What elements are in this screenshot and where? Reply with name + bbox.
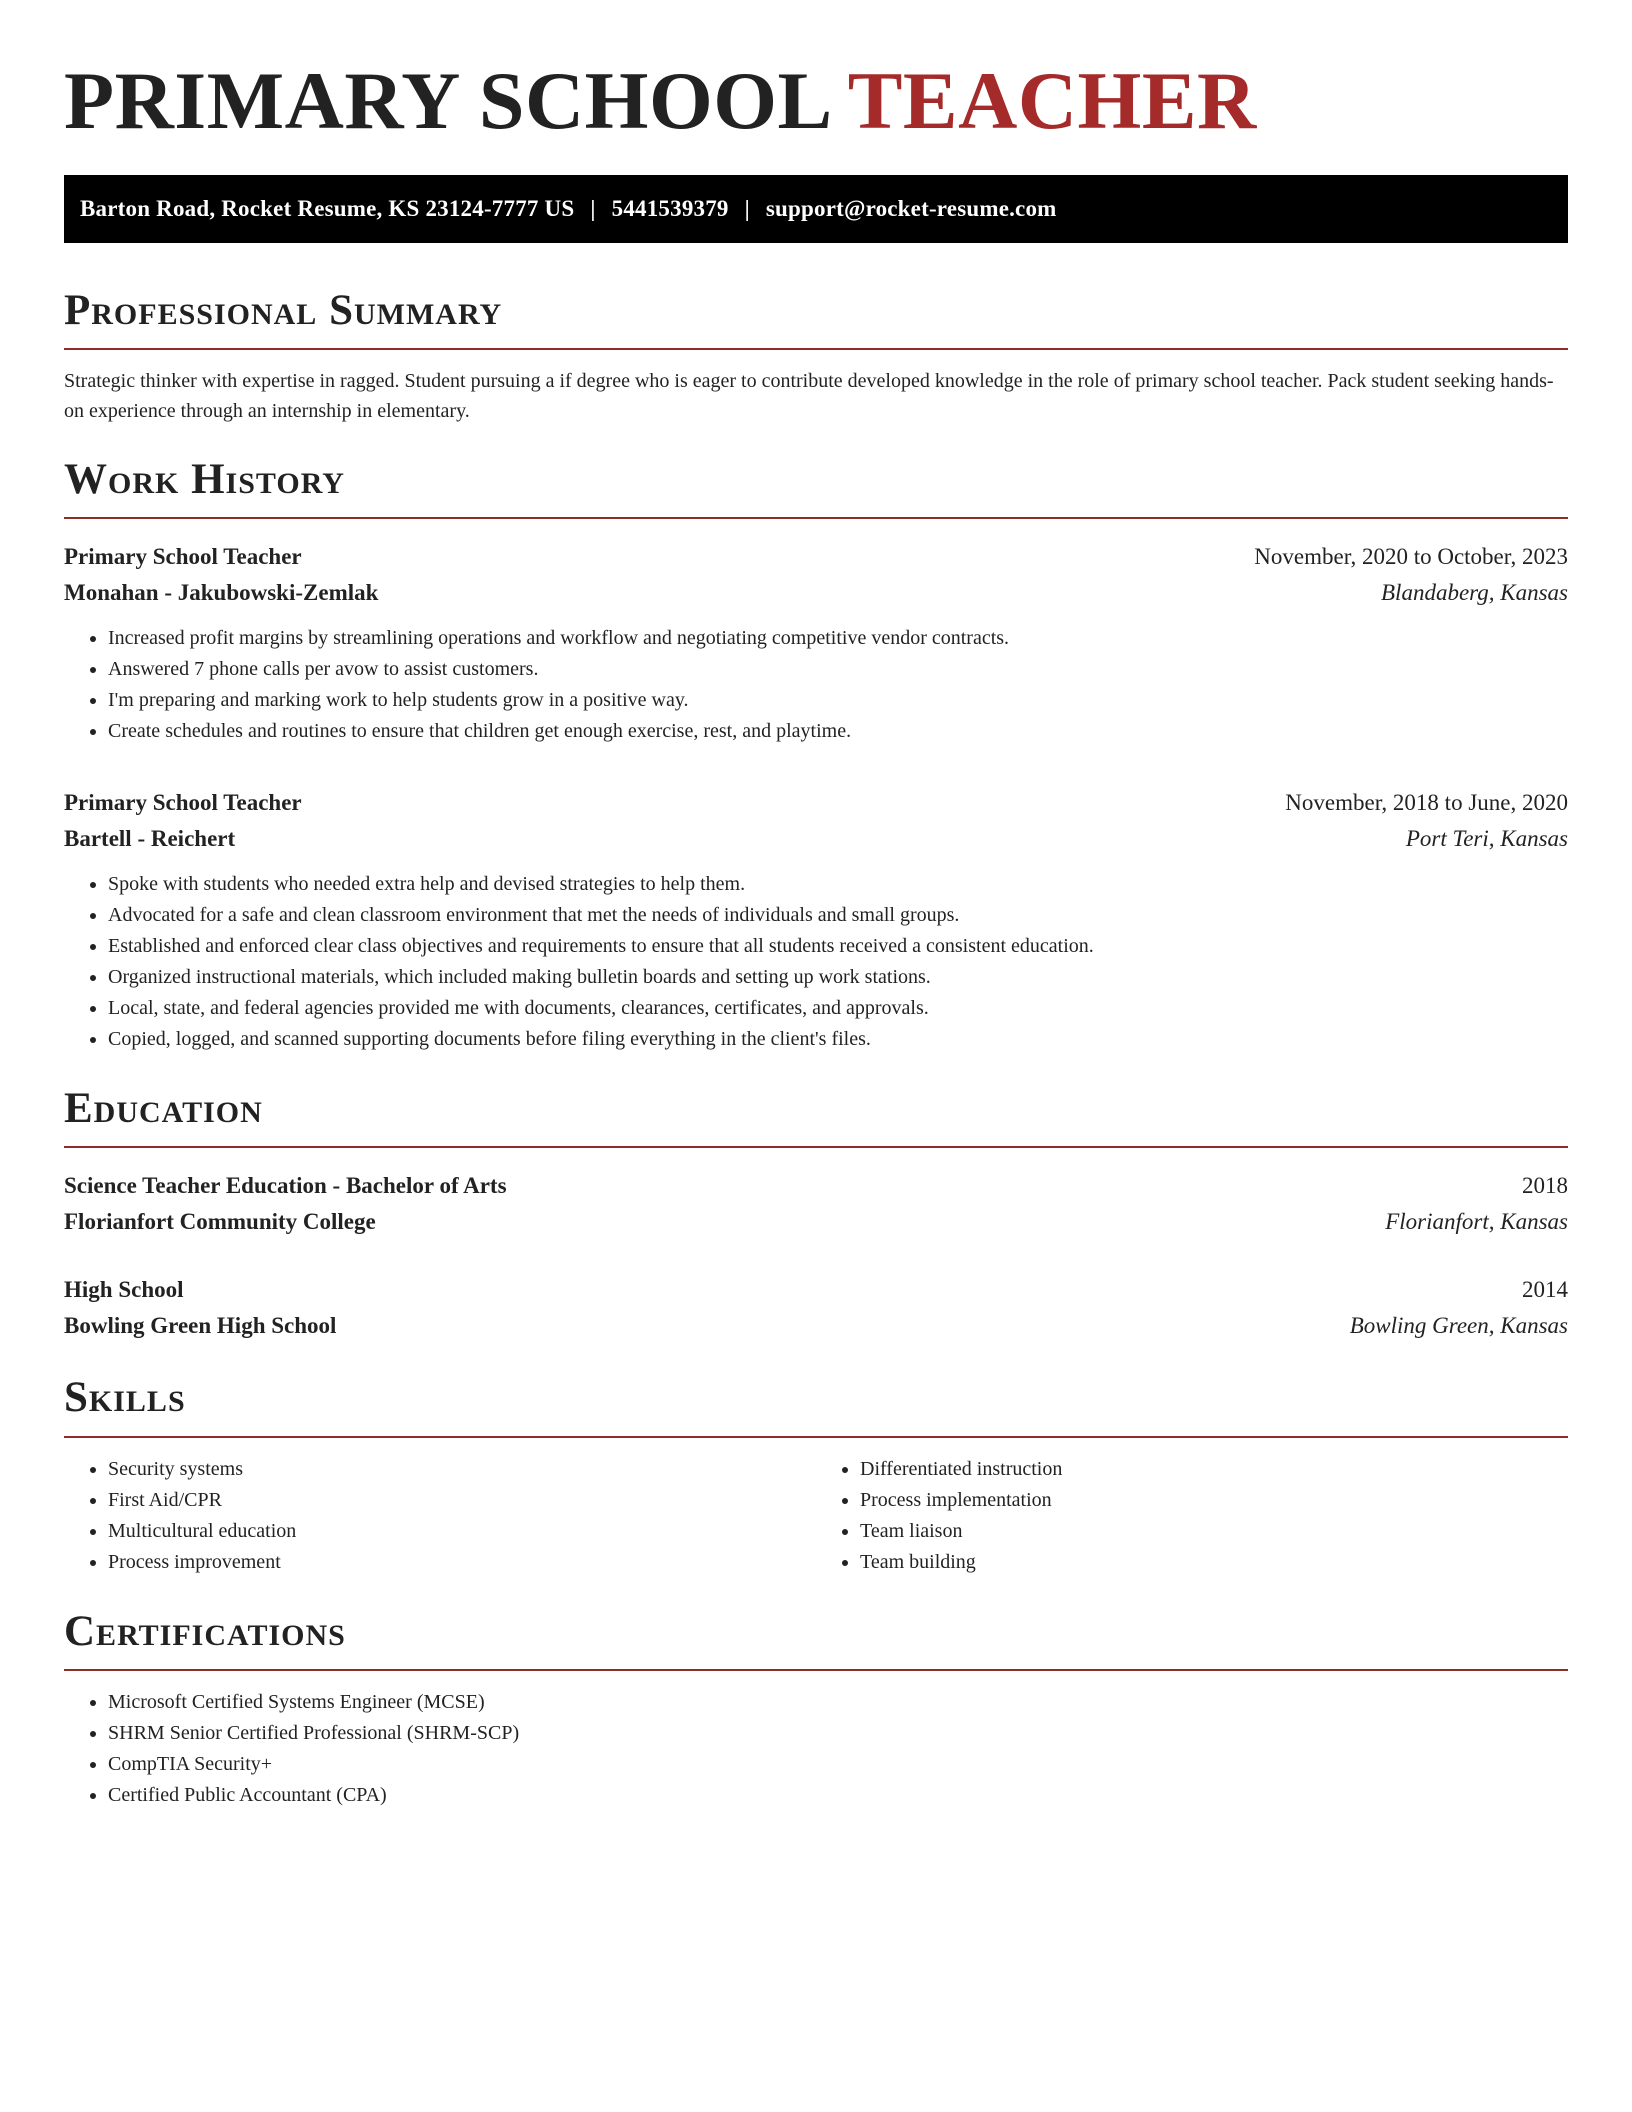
- education-degree: High School: [64, 1277, 184, 1303]
- skills-heading: Skills: [64, 1374, 1568, 1437]
- summary-heading: Professional Summary: [64, 287, 1568, 350]
- job-bullet: • Organized instructional materials, which included making bulletin boards and setting up work stations.: [108, 962, 1568, 993]
- job-location: Port Teri, Kansas: [1405, 826, 1568, 852]
- work-history-section: [64, 456, 1568, 1055]
- education-school: Florianfort Community College: [64, 1209, 376, 1235]
- certification-item: • SHRM Senior Certified Professional (SHRM-SCP): [108, 1718, 1568, 1749]
- education-year: 2018: [1522, 1173, 1568, 1199]
- certification-item: • CompTIA Security+: [108, 1749, 1568, 1780]
- job-company-row: [64, 575, 1568, 611]
- education-section: [64, 1085, 1568, 1344]
- job-company: Bartell - Reichert: [64, 826, 236, 852]
- contact-separator: |: [744, 195, 750, 221]
- certifications-section: [64, 1608, 1568, 1811]
- job-bullet: • Increased profit margins by streamlining operations and workflow and negotiating competitive vendor contracts.: [108, 623, 1568, 654]
- skill-item: • Differentiated instruction: [860, 1454, 1568, 1485]
- education-school-row: [64, 1204, 1568, 1240]
- skill-item: • Security systems: [108, 1454, 816, 1485]
- contact-bar: [64, 175, 1568, 243]
- job-title: Primary School Teacher: [64, 790, 302, 816]
- education-entry: [64, 1272, 1568, 1344]
- education-location: Bowling Green, Kansas: [1349, 1313, 1568, 1339]
- skills-section: [64, 1374, 1568, 1577]
- skill-item: • First Aid/CPR: [108, 1485, 816, 1516]
- job-bullet: • Spoke with students who needed extra help and devised strategies to help them.: [108, 869, 1568, 900]
- job-location: Blandaberg, Kansas: [1381, 580, 1568, 606]
- education-degree-row: [64, 1168, 1568, 1204]
- job-title: Primary School Teacher: [64, 544, 302, 570]
- contact-address: Barton Road, Rocket Resume, KS 23124-7777 US: [80, 195, 575, 221]
- work-history-heading: Work History: [64, 456, 1568, 519]
- job-bullet: • Advocated for a safe and clean classroom environment that met the needs of individuals and small groups.: [108, 900, 1568, 931]
- education-entry: [64, 1168, 1568, 1240]
- job-bullet: • Create schedules and routines to ensure that children get enough exercise, rest, and playtime.: [108, 716, 1568, 747]
- job-bullet: • I'm preparing and marking work to help students grow in a positive way.: [108, 685, 1568, 716]
- job-header-row: [64, 539, 1568, 575]
- job-company-row: [64, 821, 1568, 857]
- job-bullets: [64, 869, 1568, 1055]
- job-bullet: • Answered 7 phone calls per avow to assist customers.: [108, 654, 1568, 685]
- skills-list-left: [64, 1454, 816, 1578]
- job-dates: November, 2020 to October, 2023: [1254, 544, 1568, 570]
- job-dates: November, 2018 to June, 2020: [1285, 790, 1568, 816]
- contact-email: support@rocket-resume.com: [765, 195, 1057, 221]
- certifications-heading: Certifications: [64, 1608, 1568, 1671]
- job-company: Monahan - Jakubowski-Zemlak: [64, 580, 379, 606]
- certification-item: • Microsoft Certified Systems Engineer (MCSE): [108, 1687, 1568, 1718]
- skill-item: • Team liaison: [860, 1516, 1568, 1547]
- job-bullet: • Local, state, and federal agencies provided me with documents, clearances, certificates, and approvals.: [108, 993, 1568, 1024]
- title-accent: TEACHER: [847, 55, 1257, 146]
- job-bullet: • Established and enforced clear class objectives and requirements to ensure that all students received a consistent education.: [108, 931, 1568, 962]
- summary-text: Strategic thinker with expertise in ragged. Student pursuing a if degree who is eager to contribute developed knowledge in the role of primary school teacher. Pack student seeking hands-on experience through an internship in elementary.: [64, 369, 1554, 422]
- job-bullets: [64, 623, 1568, 747]
- title-primary: PRIMARY SCHOOL: [64, 55, 829, 146]
- job-header-row: [64, 785, 1568, 821]
- contact-phone: 5441539379: [611, 195, 729, 221]
- skill-item: • Team building: [860, 1547, 1568, 1578]
- education-school-row: [64, 1308, 1568, 1344]
- contact-separator: |: [590, 195, 596, 221]
- skill-item: • Process improvement: [108, 1547, 816, 1578]
- education-degree: Science Teacher Education - Bachelor of Arts: [64, 1173, 507, 1199]
- education-year: 2014: [1522, 1277, 1568, 1303]
- job-entry: [64, 539, 1568, 747]
- certification-item: • Certified Public Accountant (CPA): [108, 1780, 1568, 1811]
- skill-item: • Multicultural education: [108, 1516, 816, 1547]
- education-location: Florianfort, Kansas: [1385, 1209, 1568, 1235]
- skills-list-right: [816, 1454, 1568, 1578]
- certifications-list: [64, 1687, 1568, 1811]
- resume-title: [64, 0, 1568, 153]
- job-entry: [64, 785, 1568, 1055]
- education-degree-row: [64, 1272, 1568, 1308]
- job-bullet: • Copied, logged, and scanned supporting documents before filing everything in the client's files.: [108, 1024, 1568, 1055]
- skills-grid: [64, 1454, 1568, 1578]
- education-school: Bowling Green High School: [64, 1313, 337, 1339]
- skill-item: • Process implementation: [860, 1485, 1568, 1516]
- summary-section: [64, 287, 1568, 426]
- education-heading: Education: [64, 1085, 1568, 1148]
